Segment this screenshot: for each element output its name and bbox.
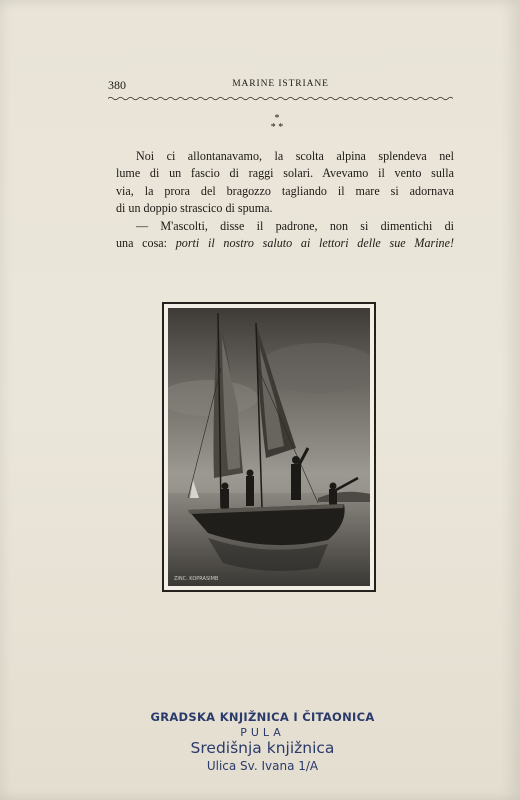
text-line-final [116,235,454,252]
running-title: MARINE ISTRIANE [232,79,329,89]
page-number: 380 [108,78,126,92]
asterism-bottom: * * [270,122,284,133]
text-italic-quote: porti il nostro saluto ai lettori delle sue Marine! [175,236,454,251]
sailing-boat-photo [168,308,370,586]
body-text [116,148,454,252]
page-header [108,78,453,94]
asterism-top: * [274,113,280,124]
text-line: via, la prora del bragozzo tagliando il mare si adornava [116,183,454,198]
stamp-address: Ulica Sv. Ivana 1/A [206,759,319,773]
stamp-branch: Središnja knjižnica [190,739,335,757]
text-line: Noi ci allontanavamo, la scolta alpina splendeva nel [136,149,454,163]
text-line: di un doppio strascico di spuma. [116,201,273,216]
text-line: — M'ascolti, disse il padrone, non si dimentichi di [136,218,454,233]
text-plain: una cosa: [116,236,176,251]
engraver-caption: ZINC. KOPRASIMB [174,576,219,582]
text-line: lume di un fascio di raggi solari. Avevamo il vento sulla [116,166,454,181]
section-asterism [262,114,292,134]
illustration-frame [162,302,376,592]
decorative-wavy-rule [108,96,453,101]
stamp-city: PULA [240,726,285,739]
library-stamp [140,710,385,773]
stamp-library-name: GRADSKA KNJIŽNICA I ČITAONICA [150,710,375,724]
